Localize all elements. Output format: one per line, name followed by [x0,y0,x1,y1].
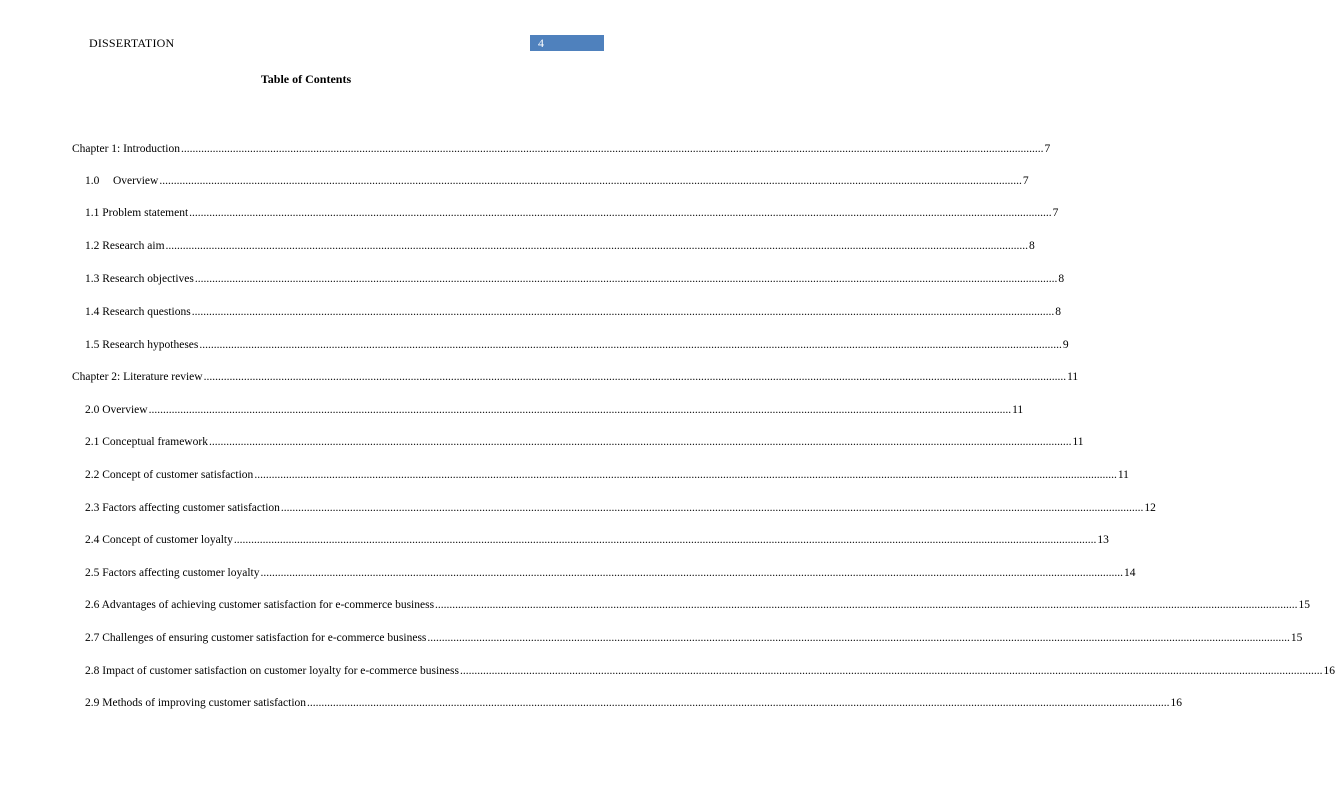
toc-entry-text: 2.0 Overview [85,404,148,416]
toc-leader-dots: ............................................................................................................................................................................................................................................................................................................ [233,534,1097,546]
toc-leader-dots: ............................................................................................................................................................................................................................................................................................................ [459,665,1323,677]
toc-entry-page: 12 [1144,502,1156,514]
toc-entry-page: 8 [1058,273,1065,285]
toc-leader-dots: ............................................................................................................................................................................................................................................................................................................ [191,306,1055,318]
toc-entry-label [85,534,233,546]
toc-entry-label [85,632,426,644]
toc-entry-label [85,469,253,481]
toc-entry[interactable] [72,143,1051,159]
toc-entry-label [85,502,280,514]
toc-entry-text: 2.9 Methods of improving customer satisfaction [85,697,307,709]
toc-leader-dots: ............................................................................................................................................................................................................................................................................................................ [435,599,1298,611]
toc-entry-page: 8 [1029,240,1035,252]
toc-entry-text: 2.2 Concept of customer satisfaction [85,469,254,481]
toc-entry-page: 16 [1170,697,1183,709]
toc-entry-text: 2.7 Challenges of ensuring customer satisfaction for e-commerce business [85,632,427,644]
toc-entry-text: 1.1 Problem statement [85,207,189,219]
toc-entry[interactable] [85,697,1183,713]
toc-entry-page: 13 [1097,534,1109,546]
toc-entry-page: 9 [1062,339,1069,351]
toc-leader-dots: ............................................................................................................................................................................................................................................................................................................ [203,371,1067,383]
toc-entry-text: 1.2 Research aim [85,240,165,252]
toc-entry-page: 16 [1323,665,1335,677]
toc-entry[interactable] [85,240,1035,256]
toc-entry-label [85,665,459,677]
running-header-title: DISSERTATION [89,36,175,50]
toc-leader-dots: ............................................................................................................................................................................................................................................................................................................ [307,697,1170,709]
toc-entry-text: 2.1 Conceptual framework [85,436,208,448]
toc-entry-number: 1.0 [85,175,100,187]
toc-leader-dots: ............................................................................................................................................................................................................................................................................................................ [180,143,1044,155]
toc-entry-label [85,273,194,285]
toc-entry[interactable] [85,534,1109,550]
toc-entry-label [85,404,148,416]
toc-entry[interactable] [85,436,1084,452]
toc-entry-label [85,339,198,351]
toc-leader-dots: ............................................................................................................................................................................................................................................................................................................ [194,273,1058,285]
toc-entry-page: 15 [1298,599,1311,611]
toc-leader-dots: ............................................................................................................................................................................................................................................................................................................ [159,175,1022,187]
toc-entry-label [85,436,208,448]
toc-leader-dots: ............................................................................................................................................................................................................................................................................................................ [427,632,1290,644]
toc-entry-label [72,371,203,383]
toc-entry-text: 2.8 Impact of customer satisfaction on customer loyalty for e-commerce business [85,665,459,677]
toc-leader-dots: ............................................................................................................................................................................................................................................................................................................ [148,404,1012,416]
toc-entry[interactable] [85,599,1311,615]
toc-entry-label [85,599,434,611]
toc-entry-label [85,567,259,579]
toc-entry-page: 11 [1072,436,1084,448]
toc-entry-text: 2.4 Concept of customer loyalty [85,534,233,546]
toc-entry-label [72,143,180,155]
toc-entry-page: 7 [1044,143,1051,155]
toc-entry[interactable] [72,371,1079,387]
toc-leader-dots: ............................................................................................................................................................................................................................................................................................................ [254,469,1117,481]
toc-entry[interactable] [85,273,1065,289]
toc-entry-text: Overview [113,175,159,187]
toc-entry[interactable] [85,567,1136,583]
toc-heading: Table of Contents [260,72,352,86]
toc-leader-dots: ............................................................................................................................................................................................................................................................................................................ [165,240,1029,252]
toc-entry-page: 11 [1012,404,1024,416]
toc-entry-label [85,697,306,709]
toc-leader-dots: ............................................................................................................................................................................................................................................................................................................ [208,436,1072,448]
toc-leader-dots: ............................................................................................................................................................................................................................................................................................................ [280,502,1144,514]
toc-entry-label [85,240,165,252]
toc-entry[interactable] [85,469,1129,485]
toc-entry[interactable] [85,404,1024,420]
toc-entry-text: Chapter 1: Introduction [72,143,180,155]
toc-entry-text: Chapter 2: Literature review [72,371,203,383]
page-number: 4 [538,36,544,50]
toc-leader-dots: ............................................................................................................................................................................................................................................................................................................ [260,567,1123,579]
toc-entry-text: 2.5 Factors affecting customer loyalty [85,567,260,579]
toc-entry[interactable] [85,502,1156,518]
toc-entry-page: 15 [1290,632,1303,644]
toc-leader-dots: ............................................................................................................................................................................................................................................................................................................ [199,339,1062,351]
toc-entry[interactable] [85,306,1061,322]
toc-entry-page: 8 [1055,306,1061,318]
toc-entry[interactable] [85,207,1059,223]
toc-entry[interactable] [85,665,1335,681]
toc-leader-dots: ............................................................................................................................................................................................................................................................................................................ [189,207,1052,219]
toc-entry-page: 14 [1123,567,1136,579]
toc-entry-label [85,175,158,187]
toc-entry-label [85,207,188,219]
toc-entry[interactable] [85,632,1303,648]
toc-entry-page: 7 [1052,207,1059,219]
toc-entry-text: 1.5 Research hypotheses [85,339,199,351]
toc-entry-text: 1.3 Research objectives [85,273,194,285]
toc-entry-page: 11 [1067,371,1079,383]
toc-entry-text: 1.4 Research questions [85,306,191,318]
toc-entry[interactable] [85,339,1069,355]
toc-entry-text: 2.6 Advantages of achieving customer satisfaction for e-commerce business [85,599,435,611]
toc-entry-text: 2.3 Factors affecting customer satisfaction [85,502,280,514]
toc-entry-page: 11 [1117,469,1129,481]
toc-entry-page: 7 [1022,175,1029,187]
toc-entry[interactable] [85,175,1029,191]
toc-entry-label [85,306,191,318]
